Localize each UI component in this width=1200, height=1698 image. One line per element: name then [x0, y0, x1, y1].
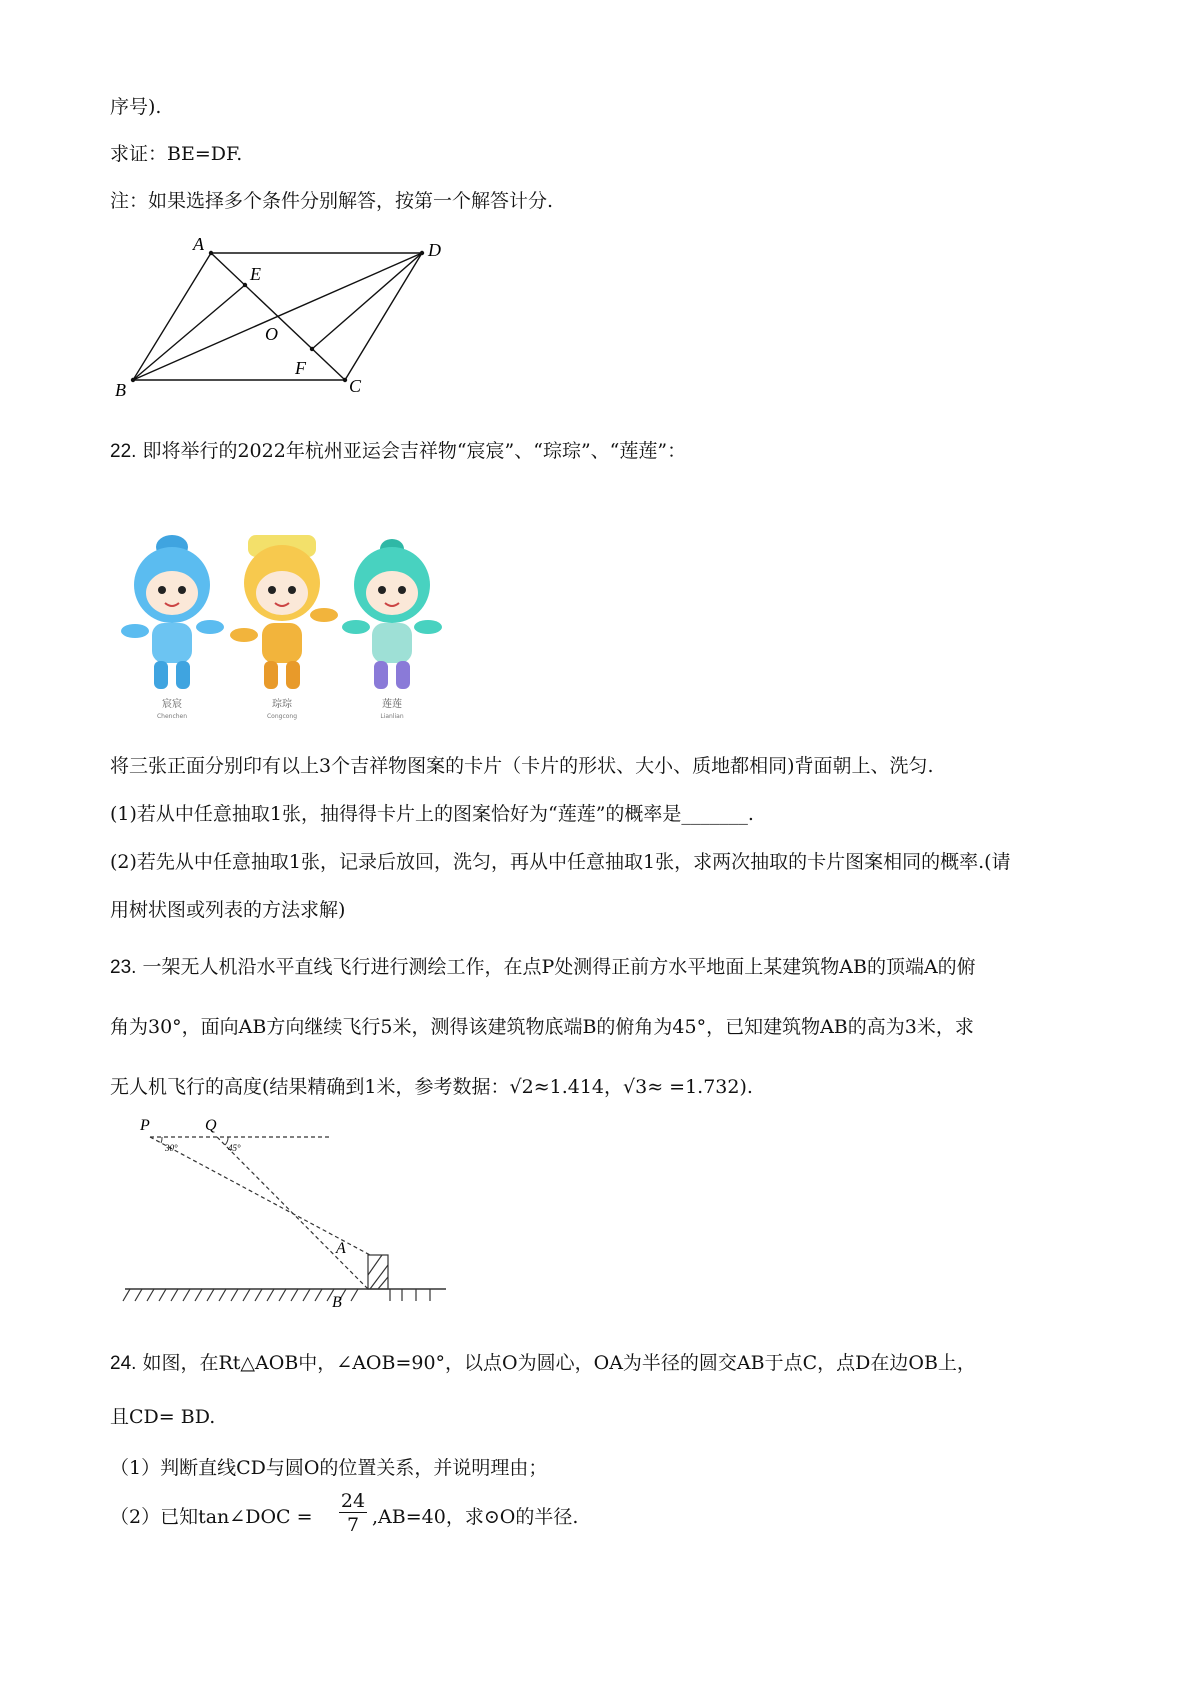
q23-number: 23. — [110, 957, 137, 978]
q22-number: 22. — [110, 441, 137, 462]
parallelogram-figure — [105, 232, 465, 407]
q24-part2-pre: （2）已知tan∠DOC = — [110, 1506, 313, 1528]
q22-part1: (1)若从中任意抽取1张，抽得得卡片上的图案恰好为“莲莲”的概率是_______. — [110, 803, 754, 825]
mascot-1-name: 宸宸 — [162, 699, 182, 710]
q22-part2a: (2)若先从中任意抽取1张，记录后放回，洗匀，再从中任意抽取1张，求两次抽取的卡片图案相同的概率.(请 — [110, 851, 1011, 873]
q24-part2-post: ,AB=40，求⊙O的半径. — [372, 1506, 579, 1528]
label-E: E — [250, 264, 261, 284]
label-A2: A — [336, 1240, 346, 1257]
mascot-1-pinyin: Chenchen — [156, 713, 188, 720]
q22-stem: 即将举行的2022年杭州亚运会吉祥物“宸宸”、“琮琮”、“莲莲”： — [142, 440, 687, 462]
mascot-illustration — [110, 535, 500, 735]
angle-45: 45° — [228, 1143, 241, 1153]
fraction-denominator: 7 — [346, 1514, 360, 1536]
q24-line1: 如图，在Rt△AOB中，∠AOB=90°，以点O为圆心，OA为半径的圆交AB于点C，点D在边OB上， — [142, 1352, 976, 1374]
q22-stem-line — [110, 438, 686, 465]
q23-line1-wrap — [110, 954, 976, 981]
mascot-image — [110, 535, 500, 735]
q24-line2: 且CD= BD. — [110, 1406, 216, 1428]
label-A: A — [193, 234, 204, 254]
mascot-3-name: 莲莲 — [382, 699, 402, 710]
label-B: B — [115, 380, 126, 400]
mascot-2-pinyin: Congcong — [266, 713, 298, 720]
q24-number: 24. — [110, 1353, 137, 1374]
q22-part2b: 用树状图或列表的方法求解) — [110, 899, 346, 921]
q23-line1: 一架无人机沿水平直线飞行进行测绘工作，在点P处测得正前方水平地面上某建筑物AB的顶端A的俯 — [142, 956, 976, 978]
q21-line1: 序号). — [110, 96, 162, 118]
q24-part1: （1）判断直线CD与圆O的位置关系，并说明理由； — [110, 1457, 548, 1479]
label-B2: B — [332, 1294, 342, 1311]
q23-line3: 无人机飞行的高度(结果精确到1米，参考数据：√2≈1.414，√3≈ =1.732). — [110, 1076, 753, 1098]
mascot-congcong — [230, 535, 338, 689]
q22-desc: 将三张正面分别印有以上3个吉祥物图案的卡片（卡片的形状、大小、质地都相同)背面朝上、洗匀. — [110, 755, 934, 777]
label-Q: Q — [205, 1117, 217, 1134]
label-C: C — [349, 376, 362, 396]
label-D: D — [428, 240, 441, 260]
angle-30: 30° — [165, 1143, 178, 1153]
mascot-2-name: 琮琮 — [272, 699, 292, 710]
fraction-numerator: 24 — [340, 1490, 366, 1512]
q21-prove: 求证：BE=DF. — [110, 143, 243, 165]
q23-line2: 角为30°，面向AB方向继续飞行5米，测得该建筑物底端B的俯角为45°，已知建筑物AB的高为3米，求 — [110, 1016, 974, 1038]
q21-note: 注：如果选择多个条件分别解答，按第一个解答计分. — [110, 190, 554, 212]
label-P: P — [140, 1117, 150, 1134]
mascot-3-pinyin: Lianlian — [380, 713, 404, 720]
drone-figure — [120, 1115, 450, 1315]
label-F: F — [295, 358, 306, 378]
fraction — [338, 1490, 368, 1537]
mascot-lianlian — [342, 539, 442, 689]
q24-line1-wrap — [110, 1350, 976, 1377]
mascot-chenchen — [121, 535, 224, 689]
label-O: O — [265, 324, 278, 344]
